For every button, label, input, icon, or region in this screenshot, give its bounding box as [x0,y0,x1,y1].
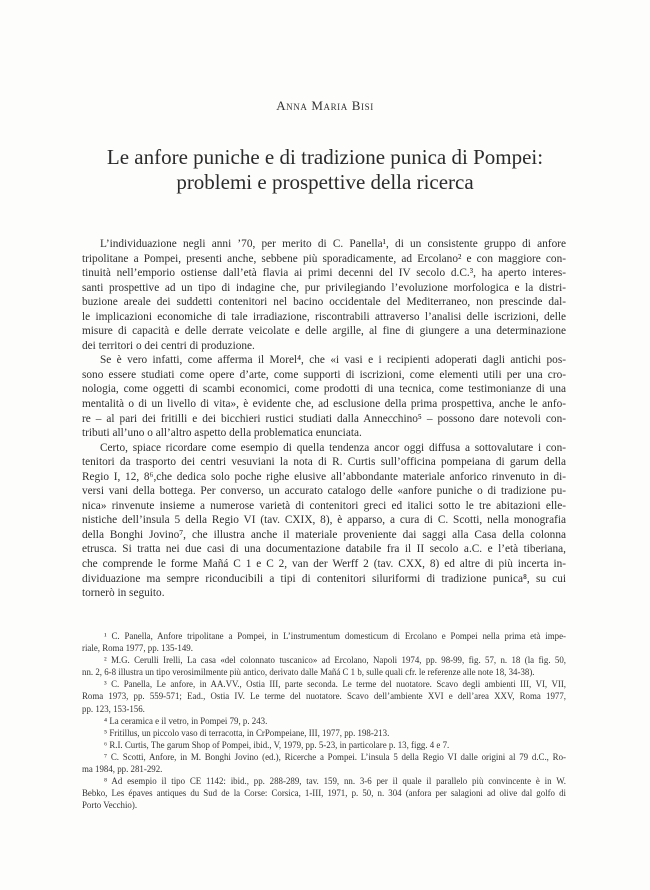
body-line: nistiche dell’insula 5 della Regio VI (tav. CXIX, 8), è apparso, a cura di C. Scotti, nella monografia [82,514,566,527]
title-line-1: Le anfore puniche e di tradizione punica di Pompei: [106,145,544,169]
footnote-line: ⁷ C. Scotti, Anfore, in M. Bonghi Jovino (ed.), Ricerche a Pompei. L’insula 5 della Regio VI dalle origini al 79 d.C., Ro- [104,751,566,762]
body-line: L’individuazione negli anni ’70, per merito di C. Panella¹, di un consistente gruppo di anfore [100,238,566,250]
footnotes [82,630,566,811]
body-line: sono essere studiati come opere d’arte, come supporti di iscrizioni, come elementi utili per una cro- [82,368,566,381]
body-text [82,237,566,601]
author-name: Anna Maria Bisi [276,98,374,113]
body-line: che comprende le forme Mañá C 1 e C 2, van der Werff 2 (tav. CXX, 8) ed altre di più incerta in- [82,558,566,571]
footnote-line: ² M.G. Cerulli Irelli, La casa «del colonnato tuscanico» ad Ercolano, Napoli 1974, pp. 98-99, fig. 57, n. 18 (la fig. 50, [104,655,566,666]
title-line-2: problemi e prospettive della ricerca [176,170,474,194]
footnote-line: ⁸ Ad esempio il tipo CE 1142: ibid., pp. 288-289, tav. 159, nn. 3-6 per il quale il parallelo più convincente è in W. [104,776,566,787]
body-line: le implicazioni economiche di tale irradiazione, riscontrabili attraverso l’analisi delle iscrizioni, delle [82,310,566,323]
body-line: santi prospettive ad un tipo di indagine che, pur privilegiando l’evoluzione morfologica e la distri- [82,281,566,294]
body-line: etrusca. Si tratta nei due casi di una documentazione databile fra il II secolo a.C. e l’età tiberiana, [82,543,566,556]
body-line: tributi all’uno o all’altro aspetto della problematica enunciata. [82,427,362,440]
footnote-line: nn. 2, 6-8 illustra un tipo verosimilmente più antico, derivato dalle Mañá C 1 b, sulle quali cfr. le referenze alle note 18, 34-38). [82,667,535,678]
footnote-line: ³ C. Panella, Le anfore, in AA.VV., Ostia III, parte seconda. Le terme del nuotatore. Scavo degli ambienti III, VI, VII, [104,679,566,690]
body-line: misure di capacità e delle derrate veicolate e delle argille, al fine di giungere a una determinazione [82,325,566,338]
footnote-line: ma 1984, pp. 281-292. [82,764,163,775]
footnote-line: Bebko, Les épaves antiques du Sud de la Corse: Corsica, 1-III, 1971, p. 50, n. 304 (anfora per salagioni ad olive dal golfo di [82,788,566,799]
body-line: Certo, spiace ricordare come esempio di quella tendenza ancor oggi diffusa a sottovalutare i con- [100,441,566,454]
body-line: buzione areale dei suddetti contenitori nel bacino occidentale del Mediterraneo, non prescinde dal- [82,296,566,309]
footnote-line: riale, Roma 1977, pp. 135-149. [82,643,193,654]
footnote-line: ⁴ La ceramica e il vetro, in Pompei 79, p. 243. [104,715,268,726]
article-title [40,145,610,195]
footnote-line: Porto Vecchio). [82,800,138,811]
body-line: versi vani della bottega. Per converso, un accurato catalogo delle «anfore puniche o di tradizione pu- [82,485,566,498]
body-line: dei territori o dei centri di produzione. [82,339,255,352]
body-line: Regio I, 12, 8⁶,che dedica solo poche righe elusive all’abbondante materiale anforico rinvenuto in di- [82,470,566,483]
footnote-line: pp. 123, 153-156. [82,703,145,714]
body-line: tenitori da trasporto dei centri vesuviani la nota di R. Curtis sull’officina pompeiana di garum della [82,456,566,469]
body-line: della Bonghi Jovino⁷, che illustra anche il materiale proveniente dai saggi alla Casa della colonna [82,528,566,541]
body-line: re – al pari dei fritilli e dei bicchieri rustici studiati dalla Annecchino⁵ – possono dare notevoli con- [82,412,566,425]
footnote-line: Roma 1973, pp. 559-571; Ead., Ostia IV. Le terme del nuotatore. Scavo dell’ambiente XVI e dell’area XXV, Roma 1977, [82,691,566,702]
body-line: mentalità o di un livello di vita», è evidente che, ad esclusione della prima prospettiva, anche le anfo- [82,398,566,411]
body-line: nologia, come oggetti di scambi economici, come prodotti di una tecnica, come testimonianze di una [82,383,566,396]
body-line: dividuazione ma sempre riconducibili a tipi di contenitori siluriformi di tradizione punica⁸, su cui [82,572,566,585]
body-line: tornerò in seguito. [82,587,165,600]
body-line: nica» rinvenute insieme a numerose varietà di contenitori greci ed italici sotto le tre abitazioni elle- [82,499,566,512]
body-line: tinuità nell’emporio ostiense dall’età flavia ai primi decenni del IV secolo d.C.³, ha aperto interes- [82,267,566,280]
body-line: tripolitane a Pompei, presenti anche, sebbene più sporadicamente, ad Ercolano² e con maggiore con- [82,252,566,265]
footnote-line: ⁵ Fritillus, un piccolo vaso di terracotta, in CrPompeiane, III, 1977, pp. 198-213. [104,727,390,738]
body-line: Se è vero infatti, come afferma il Morel⁴, che «i vasi e i recipienti adoperati dagli antichi pos- [100,354,566,367]
footnote-line: ⁶ R.I. Curtis, The garum Shop of Pompei, ibid., V, 1979, pp. 5-23, in particolare p. 13, figg. 4 e 7. [104,739,450,750]
footnote-line: ¹ C. Panella, Anfore tripolitane a Pompei, in L’instrumentum domesticum di Ercolano e Pompei nella prima età impe- [104,631,566,641]
